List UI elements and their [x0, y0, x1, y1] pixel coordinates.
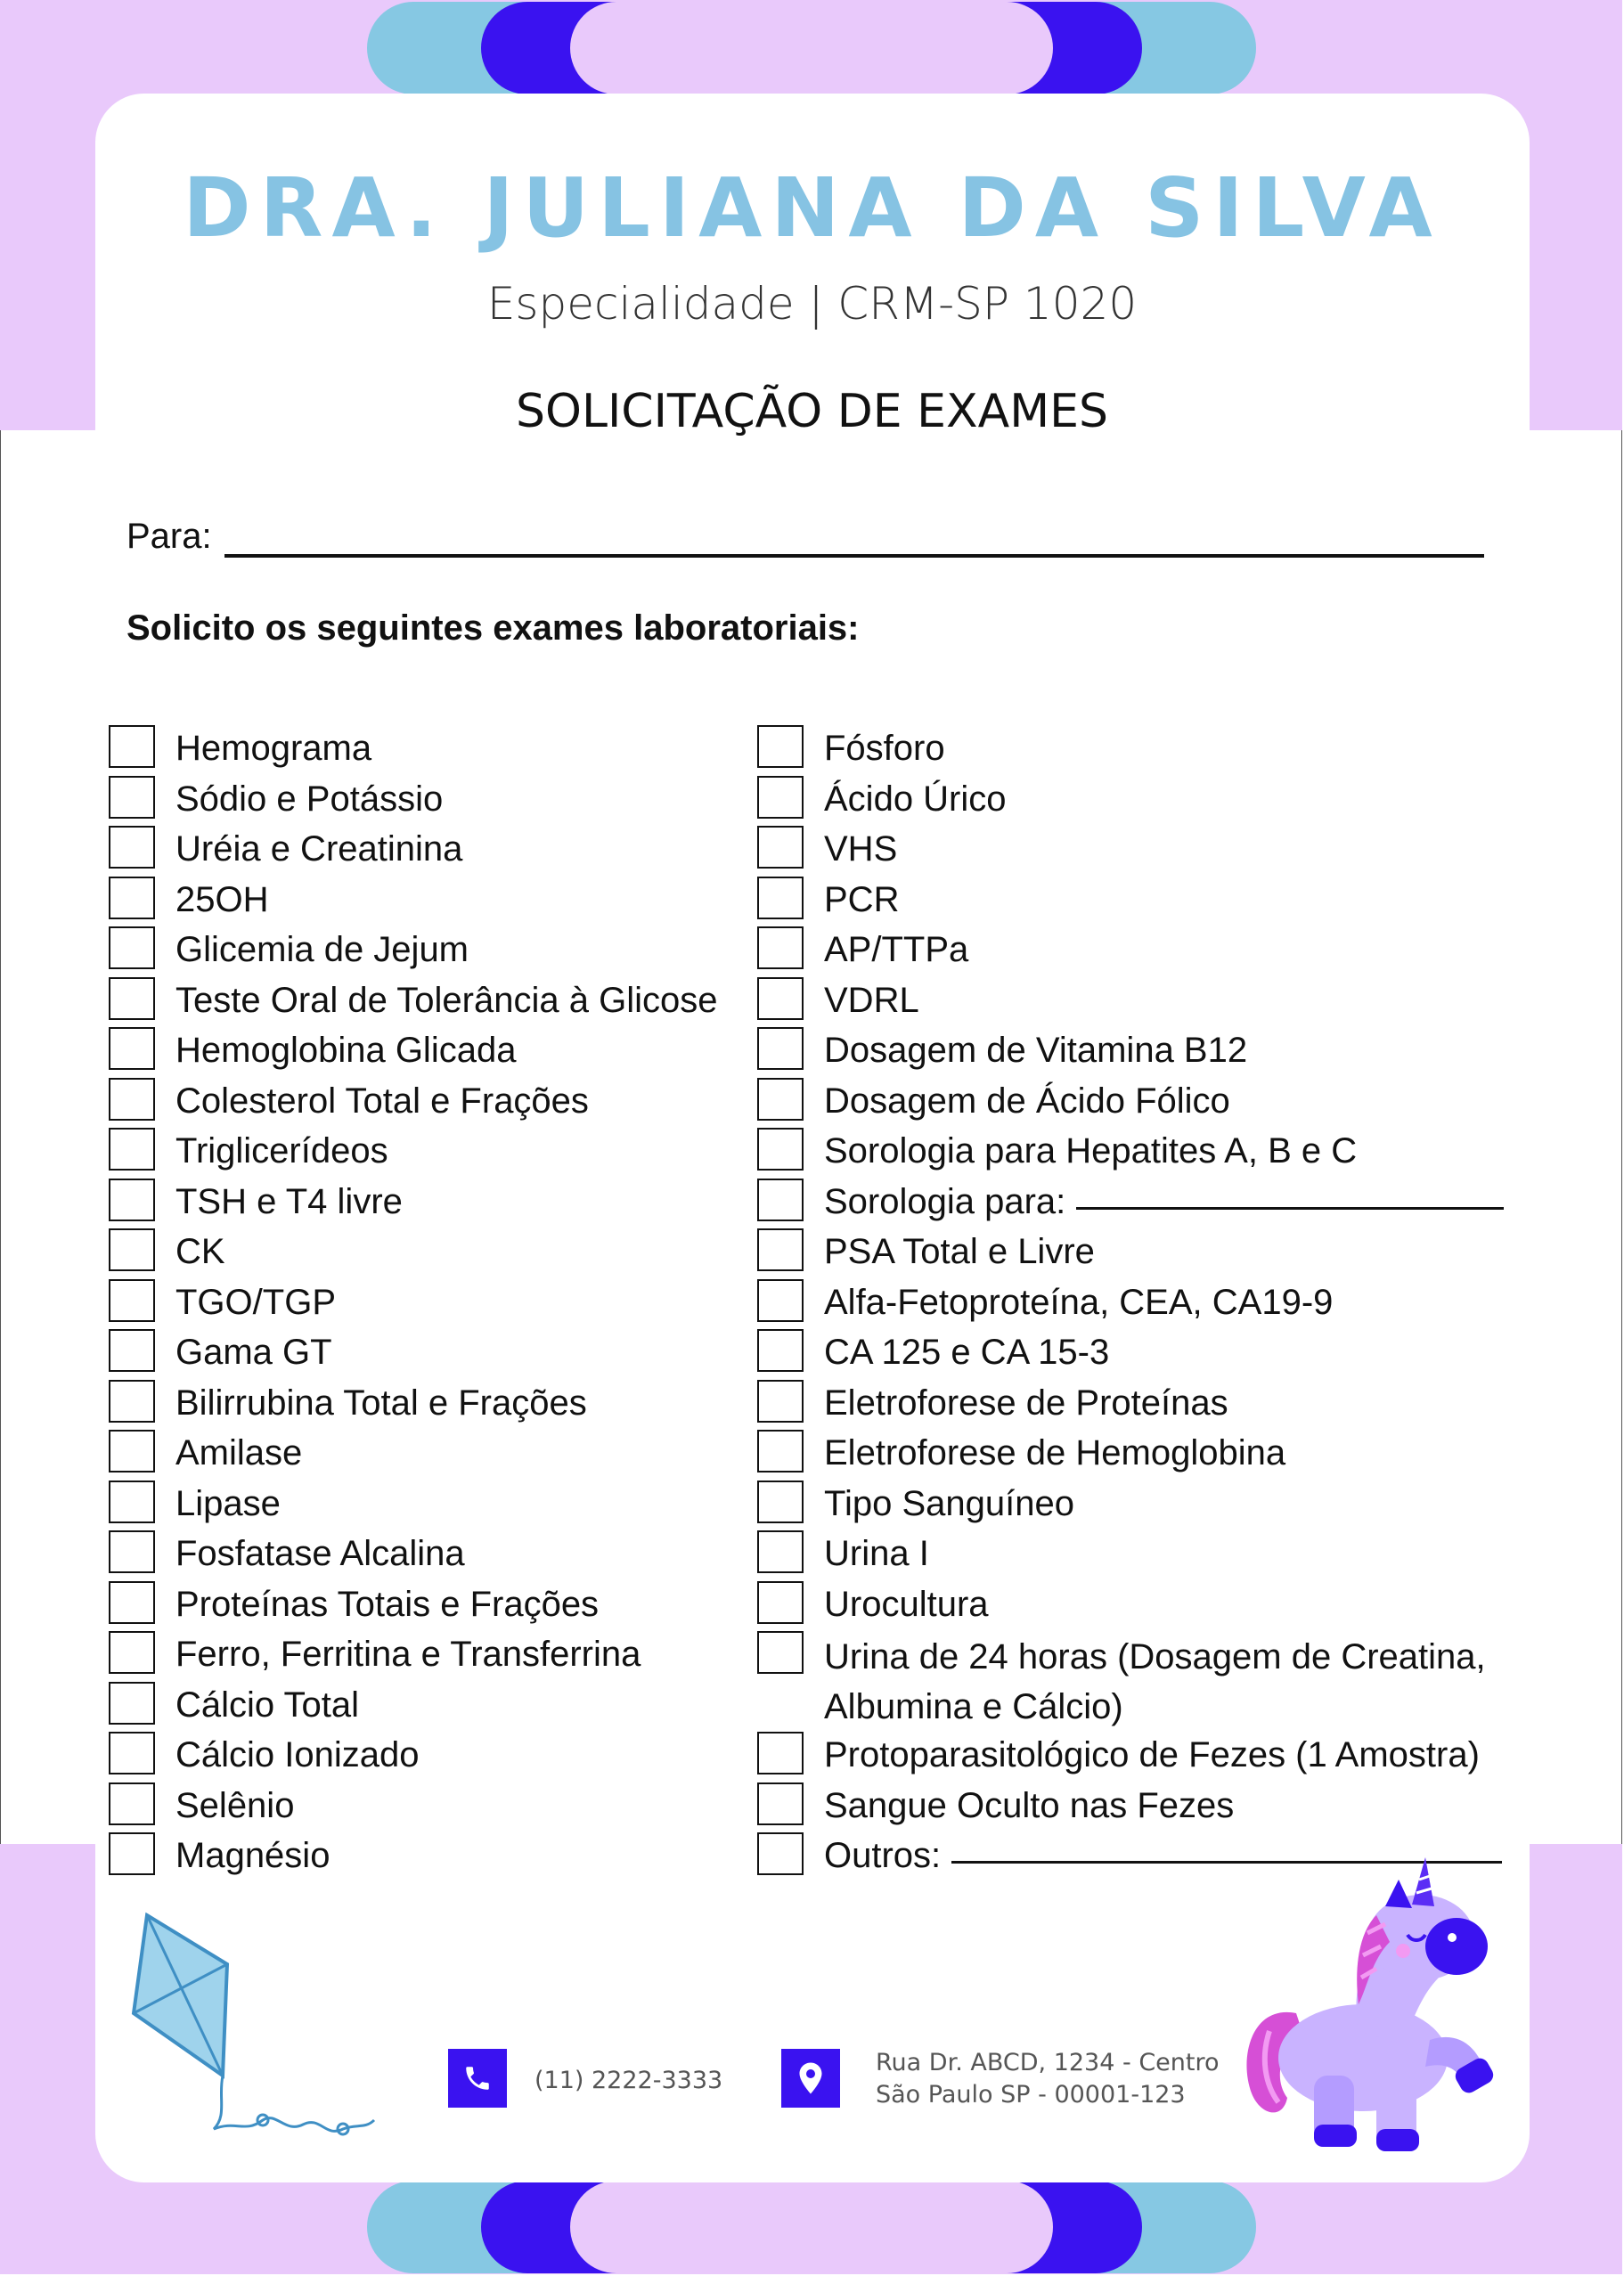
- exam-checkbox[interactable]: [757, 1481, 804, 1523]
- exam-label: Dosagem de Vitamina B12: [824, 1031, 1248, 1070]
- exam-checkbox[interactable]: [757, 1329, 804, 1372]
- exam-checkbox[interactable]: [757, 1027, 804, 1070]
- exam-checkbox[interactable]: [757, 776, 804, 819]
- address-line-2: São Paulo SP - 00001-123: [876, 2081, 1186, 2109]
- exam-label: Bilirrubina Total e Frações: [175, 1383, 587, 1423]
- exam-label: Eletroforese de Hemoglobina: [824, 1433, 1286, 1472]
- exam-label: Tipo Sanguíneo: [824, 1483, 1074, 1523]
- exam-label: PCR: [824, 879, 900, 919]
- sorologia-fill-line[interactable]: [1076, 1207, 1504, 1210]
- document-title: SOLICITAÇÃO DE EXAMES: [516, 385, 1108, 438]
- unicorn-icon: [1234, 1853, 1510, 2156]
- exam-label: Urina I: [824, 1534, 929, 1573]
- exam-checkbox[interactable]: [757, 977, 804, 1020]
- address: [876, 2047, 1220, 2111]
- exam-checkbox[interactable]: [757, 1581, 804, 1624]
- exam-checkbox[interactable]: [757, 725, 804, 768]
- exam-label: Hemoglobina Glicada: [175, 1031, 517, 1070]
- request-heading: Solicito os seguintes exames laboratoriais:: [126, 608, 860, 648]
- specialty-line: Especialidade | CRM-SP 1020: [486, 278, 1138, 330]
- exam-label: Dosagem de Ácido Fólico: [824, 1081, 1230, 1121]
- exam-label: [824, 1179, 1504, 1224]
- exam-label: CK: [175, 1232, 225, 1271]
- exam-label: Cálcio Total: [175, 1685, 360, 1725]
- exam-checkbox[interactable]: [109, 926, 155, 969]
- exam-checkbox[interactable]: [109, 1128, 155, 1171]
- exam-label: Colesterol Total e Frações: [175, 1081, 589, 1121]
- exam-label: Cálcio Ionizado: [175, 1735, 420, 1774]
- exam-label: Hemograma: [175, 729, 372, 768]
- exam-label: Sorologia para Hepatites A, B e C: [824, 1131, 1358, 1171]
- sorologia-label: Sorologia para:: [824, 1181, 1066, 1221]
- exam-checkbox[interactable]: [109, 1027, 155, 1070]
- exam-label: Sódio e Potássio: [175, 779, 444, 819]
- exam-label: Gama GT: [175, 1333, 332, 1372]
- exam-label: Teste Oral de Tolerância à Glicose: [175, 980, 718, 1020]
- exam-label: VHS: [824, 829, 898, 869]
- exam-checkbox[interactable]: [109, 1631, 155, 1674]
- exam-checkbox[interactable]: [109, 877, 155, 919]
- exam-checkbox[interactable]: [109, 1179, 155, 1221]
- exam-checkbox[interactable]: [109, 1732, 155, 1774]
- exam-label: Alfa-Fetoproteína, CEA, CA19-9: [824, 1282, 1334, 1322]
- exam-label: Eletroforese de Proteínas: [824, 1383, 1228, 1423]
- exam-checkbox[interactable]: [757, 1380, 804, 1423]
- bottom-pill-lilac: [570, 2181, 1053, 2273]
- exam-checkbox[interactable]: [757, 826, 804, 869]
- exam-label: Sangue Oculto nas Fezes: [824, 1785, 1235, 1825]
- exam-label: Ferro, Ferritina e Transferrina: [175, 1635, 641, 1674]
- exam-checkbox[interactable]: [757, 1732, 804, 1774]
- exam-label: Glicemia de Jejum: [175, 930, 469, 969]
- exam-label: Protoparasitológico de Fezes (1 Amostra): [824, 1735, 1480, 1774]
- para-input-line[interactable]: [224, 554, 1484, 558]
- exam-label: VDRL: [824, 980, 919, 1020]
- exam-checkbox[interactable]: [109, 1078, 155, 1121]
- exam-checkbox[interactable]: [757, 1179, 804, 1221]
- exam-checkbox[interactable]: [757, 1128, 804, 1171]
- exam-checkbox[interactable]: [757, 1279, 804, 1322]
- exam-checkbox[interactable]: [757, 1832, 804, 1875]
- exam-checkbox[interactable]: [109, 1329, 155, 1372]
- exam-label: Amilase: [175, 1433, 303, 1472]
- para-label: Para:: [126, 517, 212, 556]
- exam-checkbox[interactable]: [757, 1530, 804, 1573]
- exam-checkbox[interactable]: [757, 1078, 804, 1121]
- exam-checkbox[interactable]: [757, 1228, 804, 1271]
- exam-label: CA 125 e CA 15-3: [824, 1333, 1110, 1372]
- exam-label: Urina de 24 horas (Dosagem de Creatina, Albumina e Cálcio): [824, 1637, 1486, 1726]
- exam-label: AP/TTPa: [824, 930, 969, 969]
- exam-checkbox[interactable]: [109, 1279, 155, 1322]
- exam-checkbox[interactable]: [109, 1430, 155, 1472]
- exam-label: 25OH: [175, 879, 269, 919]
- exam-checkbox[interactable]: [109, 1481, 155, 1523]
- exam-checkbox[interactable]: [109, 1530, 155, 1573]
- phone-icon: [462, 2063, 493, 2093]
- exam-label: Ácido Úrico: [824, 779, 1007, 819]
- exam-label: Triglicerídeos: [175, 1131, 388, 1171]
- exam-label: Fosfatase Alcalina: [175, 1534, 465, 1573]
- exam-label: Proteínas Totais e Frações: [175, 1584, 600, 1624]
- exam-checkbox[interactable]: [757, 926, 804, 969]
- exam-checkbox[interactable]: [109, 776, 155, 819]
- exam-checkbox[interactable]: [109, 1380, 155, 1423]
- exam-checkbox[interactable]: [109, 1832, 155, 1875]
- exam-label: Lipase: [175, 1483, 281, 1523]
- exam-checkbox[interactable]: [757, 1430, 804, 1472]
- exam-checkbox[interactable]: [109, 1682, 155, 1725]
- top-pill-lilac: [570, 2, 1053, 94]
- phone-number: (11) 2222-3333: [535, 2067, 723, 2094]
- exam-label: Fósforo: [824, 729, 945, 768]
- exam-label: PSA Total e Livre: [824, 1232, 1095, 1271]
- doctor-name: DRA. JULIANA DA SILVA: [183, 160, 1441, 256]
- address-line-1: Rua Dr. ABCD, 1234 - Centro: [876, 2049, 1220, 2076]
- exam-label: Urocultura: [824, 1584, 989, 1624]
- kite-icon: [129, 1906, 388, 2156]
- location-pin-icon: [797, 2061, 824, 2095]
- exam-checkbox[interactable]: [757, 1631, 804, 1674]
- exam-checkbox[interactable]: [109, 826, 155, 869]
- phone-icon-box: [448, 2049, 507, 2108]
- exam-label: TSH e T4 livre: [175, 1181, 403, 1221]
- outros-label: Outros:: [824, 1836, 942, 1875]
- exam-checkbox[interactable]: [757, 1782, 804, 1825]
- exam-label: Uréia e Creatinina: [175, 829, 463, 869]
- exam-checkbox[interactable]: [109, 1782, 155, 1825]
- exam-checkbox[interactable]: [757, 877, 804, 919]
- exam-label: Magnésio: [175, 1836, 331, 1875]
- location-icon-box: [781, 2049, 840, 2108]
- exam-checkbox[interactable]: [109, 725, 155, 768]
- exam-label: TGO/TGP: [175, 1282, 336, 1322]
- exam-checkbox[interactable]: [109, 977, 155, 1020]
- exam-checkbox[interactable]: [109, 1228, 155, 1271]
- exam-checkbox[interactable]: [109, 1581, 155, 1624]
- exam-label: Selênio: [175, 1785, 295, 1825]
